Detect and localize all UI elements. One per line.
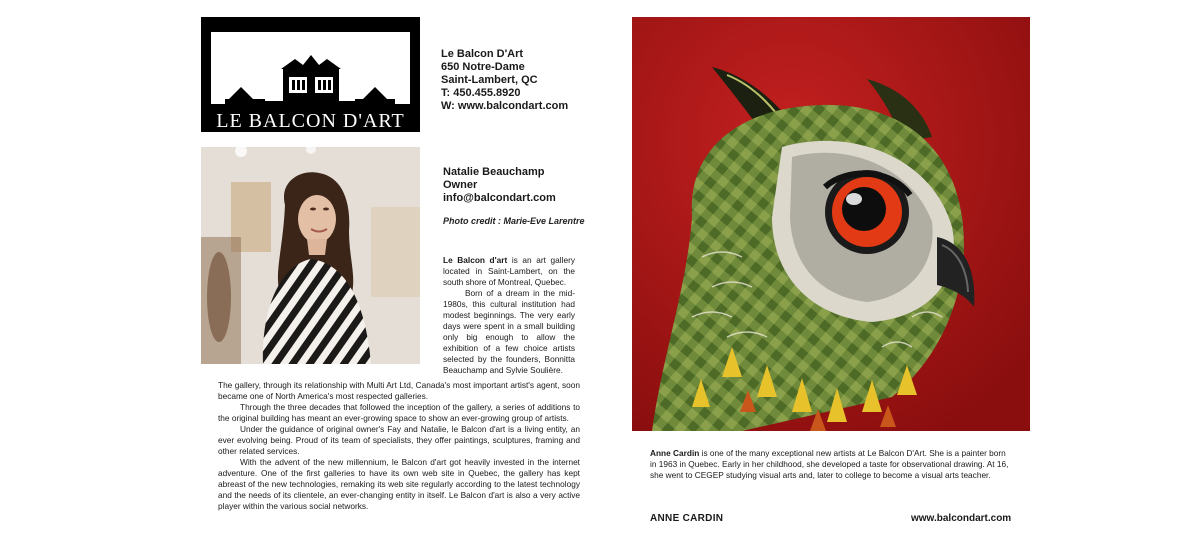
gallery-phone: T: 450.455.8920 bbox=[441, 87, 521, 99]
owner-title: Owner bbox=[443, 179, 478, 191]
article-intro bbox=[443, 255, 575, 376]
article-paragraph-2-continued: The gallery, through its relationship with Multi Art Ltd, Canada's most important artist's agent, soon became one of North America's most respected galleries. bbox=[218, 380, 580, 401]
gallery-city: Saint-Lambert, QC bbox=[441, 74, 538, 86]
article-paragraph-4: Under the guidance of original owner's Fay and Natalie, le Balcon d'art is a living entity, an ever evolving being. Proud of its team of specialists, they offer paintings, sculptures, framing and other related services. bbox=[218, 424, 580, 456]
article-lead-bold: Le Balcon d'art bbox=[443, 255, 508, 265]
owner-photo bbox=[201, 147, 420, 364]
footer-website: www.balcondart.com bbox=[911, 513, 1012, 524]
article-paragraph-2: Born of a dream in the mid-1980s, this cultural institution had modest beginnings. The very early days were spent in a small building only big enough to allow the exhibition of a few choice artists selected by the founders, Bonnitta Beauchamp and Sylvie Soulière. bbox=[443, 288, 575, 375]
owl-painting bbox=[632, 17, 1030, 431]
gallery-logo bbox=[201, 17, 420, 132]
building-silhouette-icon bbox=[211, 37, 410, 109]
artist-caption bbox=[650, 448, 1012, 481]
gallery-address: 650 Notre-Dame bbox=[441, 61, 525, 73]
logo-text: LE BALCON D'ART bbox=[216, 110, 405, 132]
artist-name-bold: Anne Cardin bbox=[650, 448, 700, 458]
owner-info-block bbox=[443, 166, 556, 205]
article-lead-text: is an art gallery located in Saint-Lambert, on the south shore of Montreal, Quebec. bbox=[443, 255, 575, 287]
gallery-website: W: www.balcondart.com bbox=[441, 100, 569, 112]
article-body bbox=[218, 380, 580, 512]
gallery-name: Le Balcon D'Art bbox=[441, 48, 524, 60]
article-paragraph-3: Through the three decades that followed the inception of the gallery, a series of additions to the original building has meant an ever-growing space to show an ever-growing group of artists. bbox=[218, 402, 580, 423]
photo-credit: Photo credit : Marie-Eve Larentre bbox=[443, 216, 585, 226]
artist-bio: is one of the many exceptional new artists at Le Balcon D'Art. She is a painter born in 1963 in Quebec. Early in her childhood, she developed a taste for observational drawing. At 16, she went to CEGEP studying visual arts and, later to college to become a visual arts teacher. bbox=[650, 448, 1009, 480]
owner-email: info@balcondart.com bbox=[443, 192, 556, 204]
gallery-contact-block bbox=[441, 48, 568, 113]
footer-artist-name: ANNE CARDIN bbox=[650, 513, 724, 524]
owner-name: Natalie Beauchamp bbox=[443, 166, 545, 178]
article-paragraph-1 bbox=[443, 255, 575, 288]
article-paragraph-5: With the advent of the new millennium, le Balcon d'art got heavily invested in the internet adventure. One of the first galleries to have its own web site in Quebec, the gallery has kept abreast of the new technologies, remaking its web site regularly according to the latest technology and the needs of its clientele, an ever-changing entity in itself. Le Balcon d'art is also a very active player within the various social networks. bbox=[218, 457, 580, 511]
